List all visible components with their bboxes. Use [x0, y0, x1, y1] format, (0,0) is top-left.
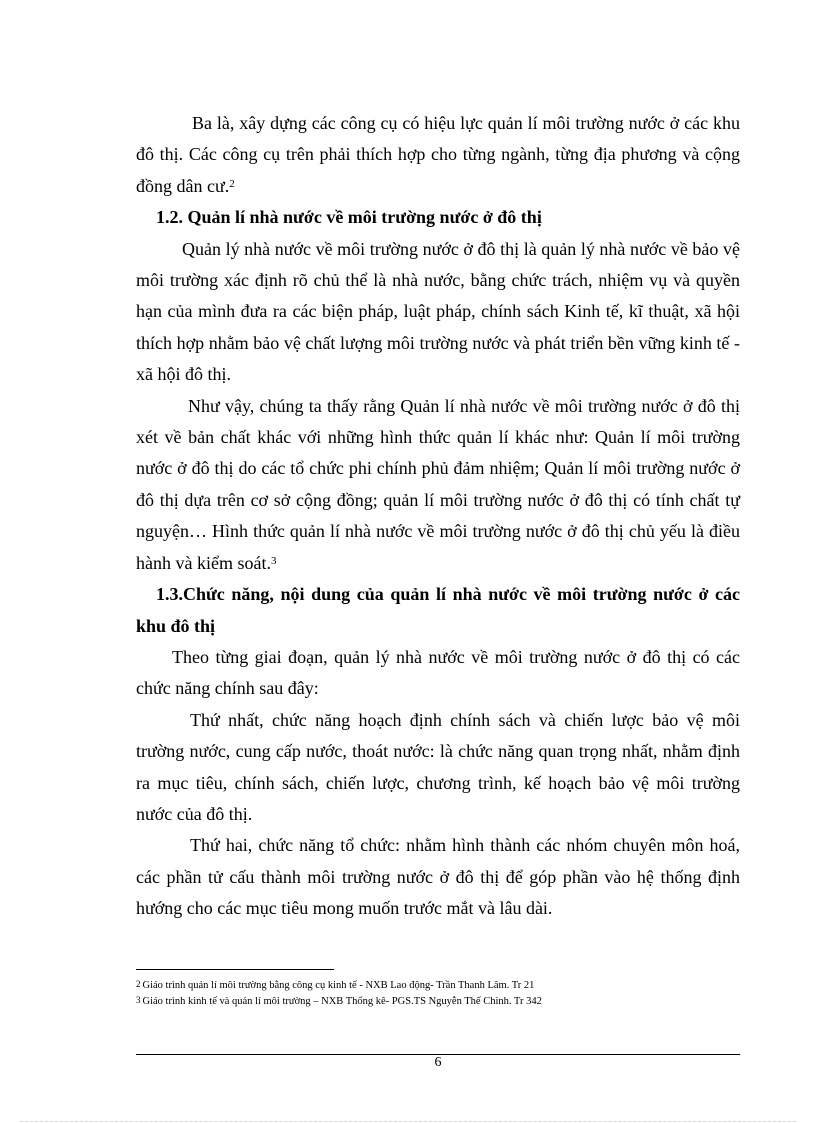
paragraph-state-management: Quản lý nhà nước về môi trường nước ở đô thị là quản lý nhà nước về bảo vệ môi trường xác định rõ chủ thể là nhà nước, bằng chức trách, nhiệm vụ và quyền hạn của mình đưa ra các biện pháp, luật pháp, chính sách Kinh tế, kĩ thuật, xã hội thích hợp nhằm bảo vệ chất lượng môi trường nước và phát triển bền vững kinh tế - xã hội đô thị. [136, 238, 740, 385]
footnote-text: Giáo trình quản lí môi trường bằng công cụ kinh tế - NXB Lao động- Trần Thanh Lâm. Tr 21 [142, 980, 535, 991]
paragraph-tools-text: Ba là, xây dựng các công cụ có hiệu lực quản lí môi trường nước ở các khu đô thị. Các công cụ trên phải thích hợp cho từng ngành, từng địa phương và cộng đồng dân cư. [136, 113, 740, 196]
paragraph-comparison [136, 391, 740, 579]
heading-section-1-2: 1.2. Quản lí nhà nước về môi trường nước ở đô thị [156, 207, 542, 228]
paragraph-tools [136, 108, 740, 202]
footnote-ref-3[interactable]: 3 [270, 554, 277, 567]
footnote-text: Giáo trình kinh tế và quản lí môi trường – NXB Thống kê- PGS.TS Nguyễn Thế Chinh. Tr 342 [142, 996, 542, 1007]
paragraph-functions-intro: Theo từng giai đoạn, quản lý nhà nước về môi trường nước ở đô thị có các chức năng chính sau đây: [136, 646, 740, 699]
page-boundary [20, 1121, 796, 1122]
footnote-item [136, 993, 740, 1009]
footnote-ref-2[interactable]: 2 [229, 177, 235, 190]
footnote-item [136, 977, 740, 993]
footnote-number: 2 [136, 979, 141, 989]
paragraph-function-organizing: Thứ hai, chức năng tổ chức: nhằm hình thành các nhóm chuyên môn hoá, các phần tử cấu thành môi trường nước ở đô thị để góp phần vào hệ thống định hướng cho các mục tiêu mong muốn trước mắt và lâu dài. [136, 835, 740, 919]
paragraph-comparison-text: Như vậy, chúng ta thấy rằng Quản lí nhà nước về môi trường nước ở đô thị xét về bản chất khác với những hình thức quản lí khác như: Quản lí môi trường nước ở đô thị do các tổ chức phi chính phủ đảm nhiệm; Quản lí môi trường nước ở đô thị dựa trên cơ sở cộng đồng; quản lí môi trường nước ở đô thị có tính chất tự nguyện… Hình thức quản lí nhà nước về môi trường nước ở đô thị chủ yếu là điều hành và kiểm soát. [136, 395, 740, 573]
paragraph-function-planning: Thứ nhất, chức năng hoạch định chính sách và chiến lược bảo vệ môi trường nước, cung cấp nước, thoát nước: là chức năng quan trọng nhất, nhằm định ra mục tiêu, chính sách, chiến lược, chương trình, kế hoạch bảo vệ môi trường nước của đô thị. [136, 709, 740, 824]
footnote-separator [136, 969, 334, 970]
page-number: 6 [434, 1055, 442, 1070]
footnotes [136, 977, 740, 1009]
footnote-number: 3 [136, 995, 141, 1005]
page-body [136, 108, 740, 925]
heading-section-1-3: 1.3.Chức năng, nội dung của quản lí nhà nước về môi trường nước ở các khu đô thị [136, 584, 740, 636]
